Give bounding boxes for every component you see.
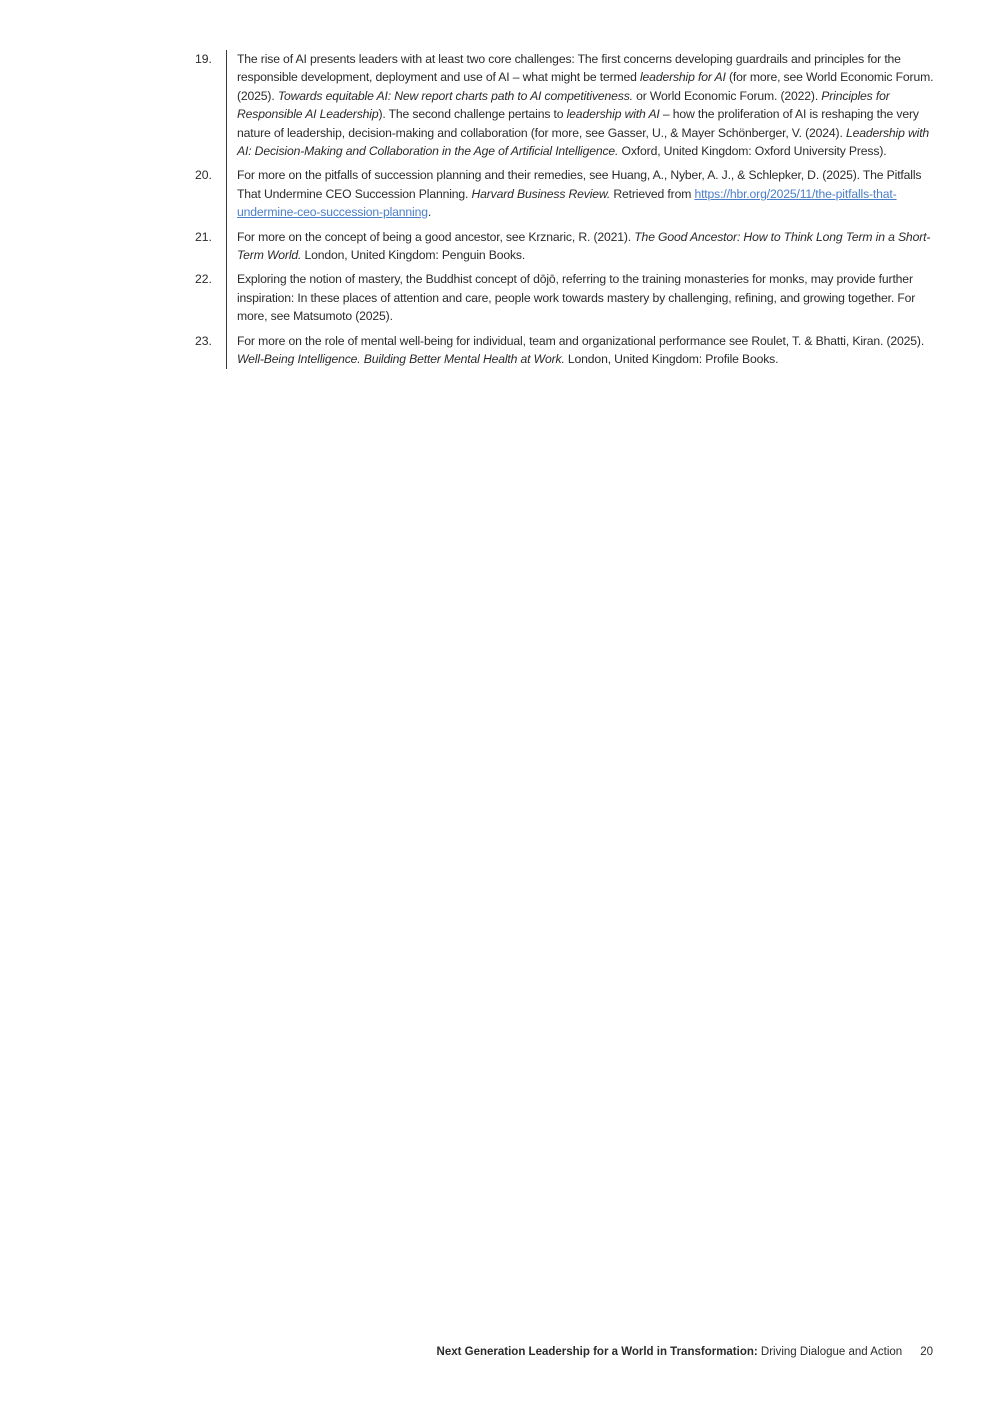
page-footer [437, 1346, 933, 1358]
citation-title: Leadership with AI: Decision-Making and Collaboration in the Age of Artificial Intelligence. [237, 125, 930, 159]
endnote-text-segment: London, United Kingdom: Penguin Books. [301, 248, 526, 263]
endnote-number: 19. [195, 52, 212, 66]
endnote-text-segment: ). The second challenge pertains to [378, 107, 567, 122]
endnote-text-segment: For more on the pitfalls of succession planning and their remedies, see Huang, A., Nyber, A. J., & Schlepker, D. (2025). The Pitfalls That Undermine CEO Succession Planning. [237, 168, 922, 201]
endnote-text-segment: For more on the role of mental well-being for individual, team and organizational performance see Roulet, T. & Bhatti, Kiran. (2025). [237, 333, 925, 348]
citation-title: leadership with AI [566, 107, 660, 122]
citation-title: Well-Being Intelligence. Building Better Mental Health at Work. [237, 352, 565, 367]
citation-title: Towards equitable AI: New report charts path to AI competitiveness. [277, 88, 633, 103]
endnote-item [195, 228, 935, 265]
endnote-text-segment: London, United Kingdom: Profile Books. [564, 352, 779, 367]
page-number: 20 [920, 1346, 933, 1358]
citation-title: The Good Ancestor: How to Think Long Term in a Short-Term World. [237, 229, 931, 263]
endnote-text-segment: or World Economic Forum. (2022). [632, 88, 822, 103]
footer-subtitle: Driving Dialogue and Action [757, 1346, 903, 1358]
footer-title: Next Generation Leadership for a World in Transformation: [436, 1346, 758, 1358]
endnote-text-segment: Exploring the notion of mastery, the Buddhist concept of dōjō, referring to the training monasteries for monks, may provide further inspiration: In these places of attention and care, people work towards mastery by challenging, refining, and growing together. For more, see Matsumoto (2025). [237, 272, 916, 324]
endnote-number: 20. [195, 168, 212, 183]
endnote-item [195, 50, 935, 160]
endnote-text-segment: . [427, 205, 432, 220]
endnote-text-segment: Oxford, United Kingdom: Oxford University Press). [618, 144, 887, 159]
reference-link[interactable]: https://hbr.org/2025/11/the-pitfalls-that-undermine-ceo-succession-planning [237, 186, 897, 220]
endnote-text-segment: Retrieved from [610, 186, 695, 201]
endnote-text-segment: – how the proliferation of AI is reshaping the very nature of leadership, decision-making and collaboration (for more, see Gasser, U., & Mayer Schönberger, V. (2024). [237, 107, 919, 140]
endnote-item [195, 332, 935, 369]
endnote-item [195, 270, 935, 325]
citation-title: leadership for AI [640, 70, 726, 85]
endnote-text [226, 264, 935, 325]
endnote-number: 22. [195, 272, 212, 287]
endnote-text [226, 50, 935, 160]
endnote-item [195, 166, 935, 221]
citation-title: Principles for Responsible AI Leadership [237, 88, 890, 122]
endnote-text-segment: The rise of AI presents leaders with at least two core challenges: The first concerns developing guardrails and principles for the responsible development, deployment and use of AI – what might be termed [237, 52, 901, 85]
endnotes-list [195, 50, 935, 375]
endnote-text [226, 222, 935, 265]
endnote-number: 21. [195, 229, 212, 244]
endnote-text [226, 326, 935, 369]
citation-title: Harvard Business Review. [471, 186, 611, 201]
endnote-text-segment: For more on the concept of being a good ancestor, see Krznaric, R. (2021). [237, 229, 635, 244]
endnote-text-segment: (for more, see World Economic Forum. (2025). [237, 70, 934, 103]
endnote-text [226, 160, 935, 221]
endnote-number: 23. [195, 333, 212, 348]
